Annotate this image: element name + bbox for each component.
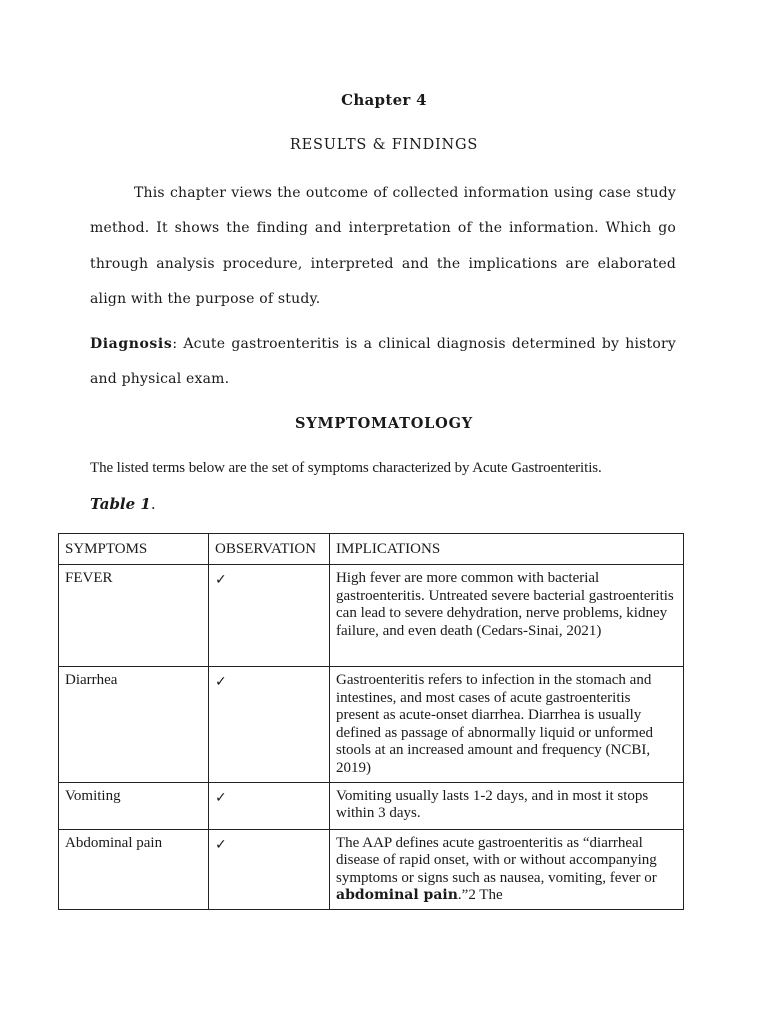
intro-paragraph (90, 176, 676, 317)
header-symptoms: SYMPTOMS (59, 534, 209, 565)
check-mark-icon: ✓ (215, 789, 227, 806)
diagnosis-text: Acute gastroenteritis is a clinical diagnosis determined by history and physical exam. (90, 336, 676, 388)
check-mark-icon: ✓ (215, 674, 227, 690)
check-mark-icon: ✓ (215, 836, 227, 853)
chapter-title: RESULTS & FINDINGS (289, 137, 479, 153)
table-row (59, 667, 684, 783)
listed-terms-text: The listed terms below are the set of symptoms characterized by Acute Gastroenteritis. (90, 460, 602, 476)
observation-cell (209, 782, 330, 829)
diagnosis-label: Diagnosis (90, 336, 173, 352)
implication-cell: Vomiting usually lasts 1-2 days, and in most it stops within 3 days. (330, 782, 684, 829)
diagnosis-paragraph (90, 327, 676, 398)
table-label-suffix: . (150, 495, 156, 513)
symptomatology-heading: SYMPTOMATOLOGY (295, 415, 473, 432)
header-observation: OBSERVATION (209, 534, 330, 565)
implication-bold-term: abdominal pain (336, 887, 458, 904)
symptom-cell: Diarrhea (59, 667, 209, 783)
implication-cell: High fever are more common with bacterial gastroenteritis. Untreated severe bacterial gastroenteritis can lead to severe dehydration, nerve problems, kidney failure, and even death (Cedars-Sinai, 2021) (330, 565, 684, 667)
table-row (59, 782, 684, 829)
check-mark-icon: ✓ (215, 572, 227, 588)
implication-text: The AAP defines acute gastroenteritis as “diarrheal disease of rapid onset, with or without accompanying symptoms or signs such as nausea, vomiting, fever or (336, 834, 657, 886)
symptom-cell: FEVER (59, 565, 209, 667)
observation-cell (209, 565, 330, 667)
header-implications: IMPLICATIONS (330, 534, 684, 565)
table-header-row (59, 534, 684, 565)
observation-cell (209, 667, 330, 783)
table-label-title: Table 1 (90, 495, 151, 513)
chapter-number: Chapter 4 (341, 91, 427, 109)
implication-cell (330, 829, 684, 909)
symptoms-table (58, 533, 684, 910)
diagnosis-separator: : (172, 336, 178, 352)
symptom-cell: Vomiting (59, 782, 209, 829)
implication-text-end: .”2 The (457, 887, 503, 904)
intro-text: This chapter views the outcome of collected information using case study method. It shows the finding and interpretation of the information. Which go through analysis procedure, interpreted and the implications are elaborated align with the purpose of study. (90, 185, 676, 307)
table-row (59, 829, 684, 909)
table-label (90, 495, 156, 513)
implication-cell: Gastroenteritis refers to infection in the stomach and intestines, and most cases of acute gastroenteritis present as acute-onset diarrhea. Diarrhea is usually defined as passage of abnormally liquid or unformed stools at an increased amount and frequency (NCBI, 2019) (330, 667, 684, 783)
symptom-cell: Abdominal pain (59, 829, 209, 909)
table-row (59, 565, 684, 667)
observation-cell (209, 829, 330, 909)
